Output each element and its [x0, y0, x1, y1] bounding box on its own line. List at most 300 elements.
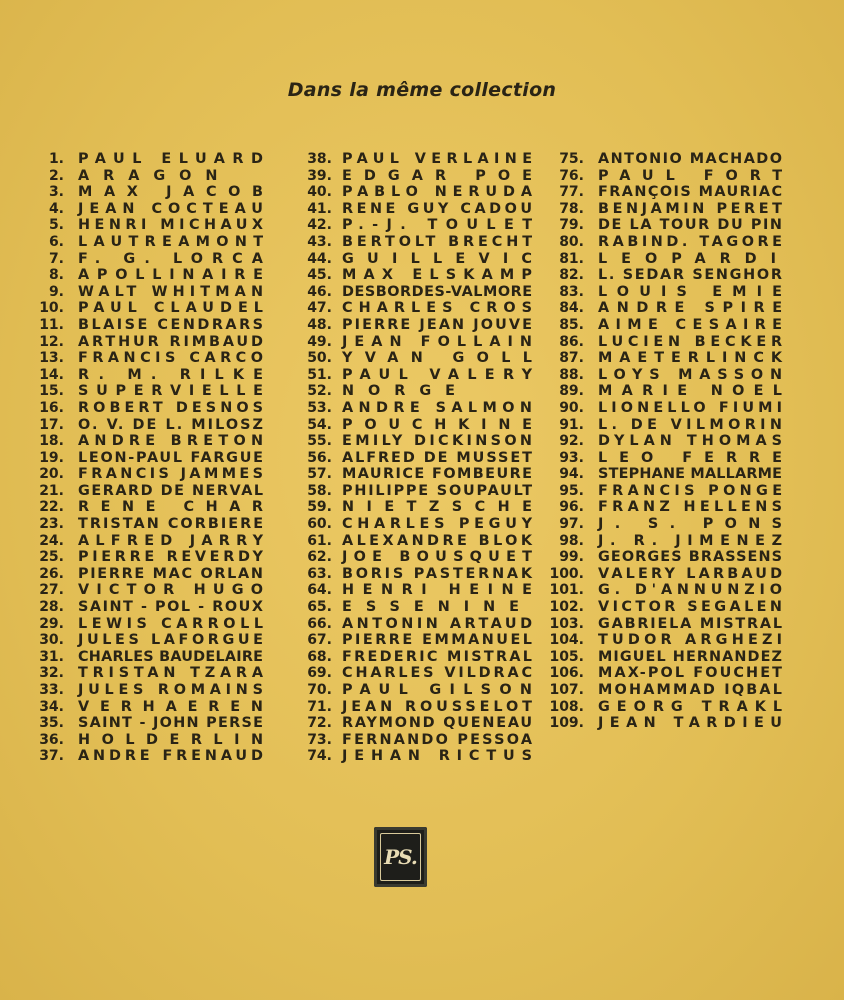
item-number: 6. [48, 233, 64, 250]
list-item [34, 665, 275, 682]
list-item [289, 284, 545, 301]
list-item [542, 499, 794, 516]
list-item [34, 599, 275, 616]
item-number: 51. [307, 366, 332, 383]
item-name: HOLDERLIN [78, 731, 275, 748]
title-list-column-1 [34, 151, 275, 765]
list-item [289, 168, 545, 185]
item-number: 54. [307, 416, 332, 433]
list-item [542, 417, 794, 434]
item-number: 52. [307, 383, 332, 400]
list-item [289, 151, 545, 168]
item-name: O. V. DE L. MILOSZ [78, 416, 266, 433]
item-name: PHILIPPE SOUPAULT [342, 482, 534, 499]
list-item [542, 582, 794, 599]
item-name: ANDRE FRENAUD [78, 748, 267, 765]
item-name: FRANCIS CARCO [78, 350, 268, 367]
item-number: 67. [307, 632, 332, 649]
item-name: FERNANDO PESSOA [342, 731, 535, 748]
item-name: AIME CESAIRE [598, 316, 789, 333]
item-number: 36. [39, 731, 64, 748]
item-name: JULES ROMAINS [78, 682, 268, 698]
list-item [542, 516, 794, 533]
item-number: 81. [559, 250, 584, 267]
item-number: 78. [559, 200, 584, 217]
item-number: 29. [39, 615, 64, 632]
item-number: 74. [307, 748, 332, 765]
item-number: 65. [307, 599, 332, 616]
list-item [289, 317, 545, 334]
item-name: ALFRED DE MUSSET [342, 449, 534, 466]
item-name: LEOPARDI [598, 250, 790, 267]
list-item [542, 533, 794, 550]
item-name: RENE GUY CADOU [342, 200, 536, 217]
list-item [34, 300, 275, 317]
item-name: DE LA TOUR DU PIN [598, 217, 784, 234]
item-number: 10. [39, 300, 64, 317]
item-name: ALEXANDRE BLOK [342, 532, 536, 549]
item-number: 17. [39, 416, 64, 433]
list-item [542, 450, 794, 467]
item-number: 72. [307, 715, 332, 732]
item-name: GABRIELA MISTRAL [598, 615, 784, 632]
list-item [542, 184, 794, 201]
item-number: 66. [307, 615, 332, 632]
item-name: MOHAMMAD IQBAL [598, 682, 785, 698]
list-item [289, 234, 545, 251]
list-item [289, 350, 545, 367]
item-number: 3. [48, 184, 64, 201]
list-item [289, 433, 545, 450]
item-number: 94. [559, 466, 584, 483]
list-item [542, 201, 794, 218]
list-item [34, 549, 275, 566]
item-number: 104. [549, 632, 584, 649]
item-number: 50. [307, 350, 332, 367]
list-item [34, 251, 275, 268]
publisher-logo [374, 827, 427, 887]
item-name: DYLAN THOMAS [598, 433, 788, 450]
item-number: 86. [559, 333, 584, 350]
item-name: LEWIS CARROLL [78, 615, 268, 632]
item-name: GUILLEVIC [342, 250, 546, 267]
item-name: CHARLES CROS [342, 300, 539, 317]
item-number: 87. [559, 350, 584, 367]
item-name: JEAN FOLLAIN [342, 333, 540, 350]
list-item [34, 483, 275, 500]
item-name: PABLO NERUDA [342, 184, 538, 201]
item-number: 68. [307, 648, 332, 665]
item-number: 12. [39, 333, 64, 350]
item-number: 96. [559, 499, 584, 516]
item-number: 30. [39, 632, 64, 649]
item-number: 22. [39, 499, 64, 516]
item-name: LEON-PAUL FARGUE [78, 449, 265, 466]
item-name: POUCHKINE [342, 416, 544, 433]
item-number: 27. [39, 582, 64, 599]
item-name: ANDRE SALMON [342, 399, 538, 416]
item-number: 73. [307, 731, 332, 748]
item-name: CHARLES VILDRAC [342, 665, 535, 682]
list-item [34, 682, 275, 699]
item-number: 47. [307, 300, 332, 317]
item-name: PIERRE EMMANUEL [342, 632, 535, 649]
item-number: 93. [559, 449, 584, 466]
item-name: FRANZ HELLENS [598, 499, 787, 516]
item-number: 18. [39, 433, 64, 450]
list-item [289, 748, 545, 765]
list-item [542, 267, 794, 284]
list-item [542, 649, 794, 666]
list-item [34, 400, 275, 417]
item-name: ANDRE BRETON [78, 433, 269, 450]
item-number: 32. [39, 665, 64, 682]
item-name: PIERRE JEAN JOUVE [342, 316, 535, 333]
list-item [289, 383, 545, 400]
list-item [34, 350, 275, 367]
item-name: F. G. LORCA [78, 250, 273, 267]
item-number: 63. [307, 565, 332, 582]
list-item [542, 350, 794, 367]
item-name: BORIS PASTERNAK [342, 565, 535, 582]
item-name: SUPERVIELLE [78, 383, 271, 400]
item-number: 84. [559, 300, 584, 317]
item-name: VERHAEREN [78, 698, 274, 715]
list-item [34, 317, 275, 334]
item-name: J. S. PONS [598, 516, 794, 533]
item-name: RABIND. TAGORE [598, 233, 786, 250]
item-number: 20. [39, 466, 64, 483]
item-name: PAUL ELUARD [78, 151, 271, 167]
logo-monogram: PS. [384, 845, 417, 869]
list-item [289, 400, 545, 417]
list-item [34, 234, 275, 251]
item-name: CHARLES PEGUY [342, 516, 537, 533]
item-number: 85. [559, 316, 584, 333]
list-item [289, 599, 545, 616]
item-number: 7. [48, 250, 64, 267]
item-number: 76. [559, 167, 584, 184]
item-number: 41. [307, 200, 332, 217]
item-number: 40. [307, 184, 332, 201]
list-item [34, 715, 275, 732]
item-number: 59. [307, 499, 332, 516]
list-item [289, 699, 545, 716]
item-number: 61. [307, 532, 332, 549]
list-item [34, 334, 275, 351]
item-number: 79. [559, 217, 584, 234]
item-number: 55. [307, 433, 332, 450]
item-name: YVAN GOLL [342, 350, 545, 367]
item-number: 103. [549, 615, 584, 632]
item-number: 77. [559, 184, 584, 201]
item-name: R. M. RILKE [78, 366, 273, 383]
list-item [289, 217, 545, 234]
item-name: GERARD DE NERVAL [78, 482, 265, 499]
list-item [542, 168, 794, 185]
list-item [34, 417, 275, 434]
item-number: 53. [307, 399, 332, 416]
item-number: 106. [549, 665, 584, 682]
item-name: PAUL VERLAINE [342, 151, 538, 167]
list-item [542, 483, 794, 500]
item-number: 101. [549, 582, 584, 599]
item-name: TUDOR ARGHEZI [598, 632, 787, 649]
list-item [34, 217, 275, 234]
item-number: 19. [39, 449, 64, 466]
item-name: BENJAMIN PERET [598, 200, 786, 217]
item-number: 57. [307, 466, 332, 483]
list-item [289, 251, 545, 268]
logo-frame [380, 833, 421, 881]
item-name: MAX JACOB [78, 184, 275, 201]
list-item [289, 184, 545, 201]
list-item [289, 300, 545, 317]
list-item [542, 433, 794, 450]
list-item [289, 334, 545, 351]
item-number: 39. [307, 167, 332, 184]
item-number: 92. [559, 433, 584, 450]
item-number: 108. [549, 698, 584, 715]
item-number: 105. [549, 648, 584, 665]
item-name: TRISTAN TZARA [78, 665, 268, 682]
list-item [289, 450, 545, 467]
item-number: 100. [549, 565, 584, 582]
item-name: TRISTAN CORBIERE [78, 516, 266, 533]
list-item [542, 151, 794, 168]
list-item [289, 533, 545, 550]
list-item [289, 616, 545, 633]
item-name: PIERRE REVERDY [78, 549, 267, 566]
item-name: LOYS MASSON [598, 366, 789, 383]
item-name: APOLLINAIRE [78, 267, 271, 284]
item-number: 2. [48, 167, 64, 184]
item-number: 4. [48, 200, 64, 217]
item-number: 25. [39, 549, 64, 566]
item-name: LEO FERRE [598, 449, 794, 466]
item-number: 23. [39, 516, 64, 533]
item-name: JEAN COCTEAU [78, 200, 269, 217]
item-name: JEHAN RICTUS [342, 748, 539, 765]
item-name: JEAN TARDIEU [598, 715, 789, 732]
item-number: 70. [307, 682, 332, 698]
list-item [289, 665, 545, 682]
item-number: 9. [48, 283, 64, 300]
item-number: 75. [559, 151, 584, 167]
item-name: MAX-POL FOUCHET [598, 665, 785, 682]
list-item [34, 284, 275, 301]
item-number: 102. [549, 599, 584, 616]
list-item [289, 715, 545, 732]
list-item [542, 251, 794, 268]
item-name: PAUL GILSON [342, 682, 541, 698]
list-item [542, 599, 794, 616]
item-name: ANTONIN ARTAUD [342, 615, 536, 632]
item-number: 88. [559, 366, 584, 383]
item-number: 21. [39, 482, 64, 499]
item-name: ALFRED JARRY [78, 532, 270, 549]
item-number: 44. [307, 250, 332, 267]
list-item [542, 715, 794, 732]
item-number: 60. [307, 516, 332, 533]
item-name: SAINT - POL - ROUX [78, 599, 265, 616]
item-number: 11. [39, 316, 64, 333]
item-name: HENRI MICHAUX [78, 217, 268, 234]
item-number: 69. [307, 665, 332, 682]
list-item [34, 367, 275, 384]
list-item [289, 566, 545, 583]
list-item [289, 267, 545, 284]
item-name: ARTHUR RIMBAUD [78, 333, 266, 350]
item-name: LUCIEN BECKER [598, 333, 787, 350]
item-number: 107. [549, 682, 584, 698]
item-name: PIERRE MAC ORLAN [78, 565, 265, 582]
list-item [34, 616, 275, 633]
list-item [542, 234, 794, 251]
item-number: 46. [307, 283, 332, 300]
item-number: 58. [307, 482, 332, 499]
list-item [289, 516, 545, 533]
list-item [542, 334, 794, 351]
item-name: MAX ELSKAMP [342, 267, 540, 284]
item-name: LIONELLO FIUMI [598, 399, 787, 416]
item-number: 35. [39, 715, 64, 732]
item-number: 16. [39, 399, 64, 416]
item-name: RAYMOND QUENEAU [342, 715, 534, 732]
list-item [542, 665, 794, 682]
item-name: CHARLES BAUDELAIRE [78, 648, 264, 665]
item-name: JULES LAFORGUE [78, 632, 267, 649]
item-name: ANTONIO MACHADO [598, 151, 784, 167]
item-name: VICTOR SEGALEN [598, 599, 786, 616]
list-item [542, 284, 794, 301]
item-name: MARIE NOEL [598, 383, 792, 400]
item-name: MAURICE FOMBEURE [342, 466, 534, 483]
list-item [34, 168, 275, 185]
list-item [34, 151, 275, 168]
item-number: 90. [559, 399, 584, 416]
item-name: FRANÇOIS MAURIAC [598, 184, 784, 201]
item-name: JOE BOUSQUET [342, 549, 539, 566]
item-name: PAUL FORT [598, 167, 795, 184]
list-item [34, 499, 275, 516]
item-name: VICTOR HUGO [78, 582, 271, 599]
list-item [289, 732, 545, 749]
list-item [34, 632, 275, 649]
item-name: J. R. JIMENEZ [598, 532, 789, 549]
list-item [542, 566, 794, 583]
list-item [34, 533, 275, 550]
list-item [34, 748, 275, 765]
item-name: L. DE VILMORIN [598, 416, 787, 433]
item-name: NORGE [342, 383, 470, 400]
list-item [542, 383, 794, 400]
item-number: 33. [39, 682, 64, 698]
item-number: 49. [307, 333, 332, 350]
item-name: STEPHANE MALLARME [598, 466, 783, 483]
list-item [34, 267, 275, 284]
list-item [542, 616, 794, 633]
item-number: 31. [39, 648, 64, 665]
item-name: PAUL VALERY [342, 366, 541, 383]
list-item [542, 699, 794, 716]
item-name: DESBORDES-VALMORE [342, 283, 533, 300]
list-item [289, 682, 545, 699]
item-name: FREDERIC MISTRAL [342, 648, 535, 665]
list-item [34, 201, 275, 218]
item-name: L. SEDAR SENGHOR [598, 267, 784, 284]
list-item [289, 201, 545, 218]
list-item [542, 400, 794, 417]
list-item [542, 317, 794, 334]
item-number: 109. [549, 715, 584, 732]
list-item [289, 367, 545, 384]
list-item [542, 300, 794, 317]
list-item [542, 682, 794, 699]
list-item [542, 466, 794, 483]
item-number: 62. [307, 549, 332, 566]
item-name: FRANCIS PONGE [598, 482, 787, 499]
list-item [34, 450, 275, 467]
item-number: 26. [39, 565, 64, 582]
list-item [34, 566, 275, 583]
list-item [289, 483, 545, 500]
item-number: 82. [559, 267, 584, 284]
item-number: 71. [307, 698, 332, 715]
item-name: ARAGON [78, 167, 232, 184]
item-name: PAUL CLAUDEL [78, 300, 269, 317]
item-number: 24. [39, 532, 64, 549]
item-number: 89. [559, 383, 584, 400]
list-item [542, 217, 794, 234]
item-name: LAUTREAMONT [78, 233, 270, 250]
item-number: 48. [307, 316, 332, 333]
item-name: BERTOLT BRECHT [342, 233, 536, 250]
title-list-column-3 [542, 151, 794, 732]
item-number: 99. [559, 549, 584, 566]
item-name: MIGUEL HERNANDEZ [598, 648, 784, 665]
item-name: NIETZSCHE [342, 499, 545, 516]
list-item [289, 417, 545, 434]
item-name: GEORG TRAKL [598, 698, 790, 715]
item-name: BLAISE CENDRARS [78, 316, 266, 333]
item-name: EMILY DICKINSON [342, 433, 536, 450]
item-number: 42. [307, 217, 332, 234]
heading: Dans la même collection [287, 79, 557, 101]
item-number: 83. [559, 283, 584, 300]
item-name: RENE CHAR [78, 499, 275, 516]
list-item [289, 466, 545, 483]
item-name: WALT WHITMAN [78, 283, 269, 300]
item-name: HENRI HEINE [342, 582, 541, 599]
list-item [542, 632, 794, 649]
item-number: 1. [48, 151, 64, 167]
item-name: LOUIS EMIE [598, 283, 793, 300]
item-number: 43. [307, 233, 332, 250]
item-number: 91. [559, 416, 584, 433]
list-item [289, 582, 545, 599]
list-item [34, 732, 275, 749]
item-name: G. D'ANNUNZIO [598, 582, 787, 599]
list-item [289, 549, 545, 566]
item-number: 37. [39, 748, 64, 765]
item-number: 8. [48, 267, 64, 284]
item-number: 56. [307, 449, 332, 466]
item-name: P.-J. TOULET [342, 217, 541, 234]
item-number: 28. [39, 599, 64, 616]
list-item [34, 649, 275, 666]
item-number: 98. [559, 532, 584, 549]
